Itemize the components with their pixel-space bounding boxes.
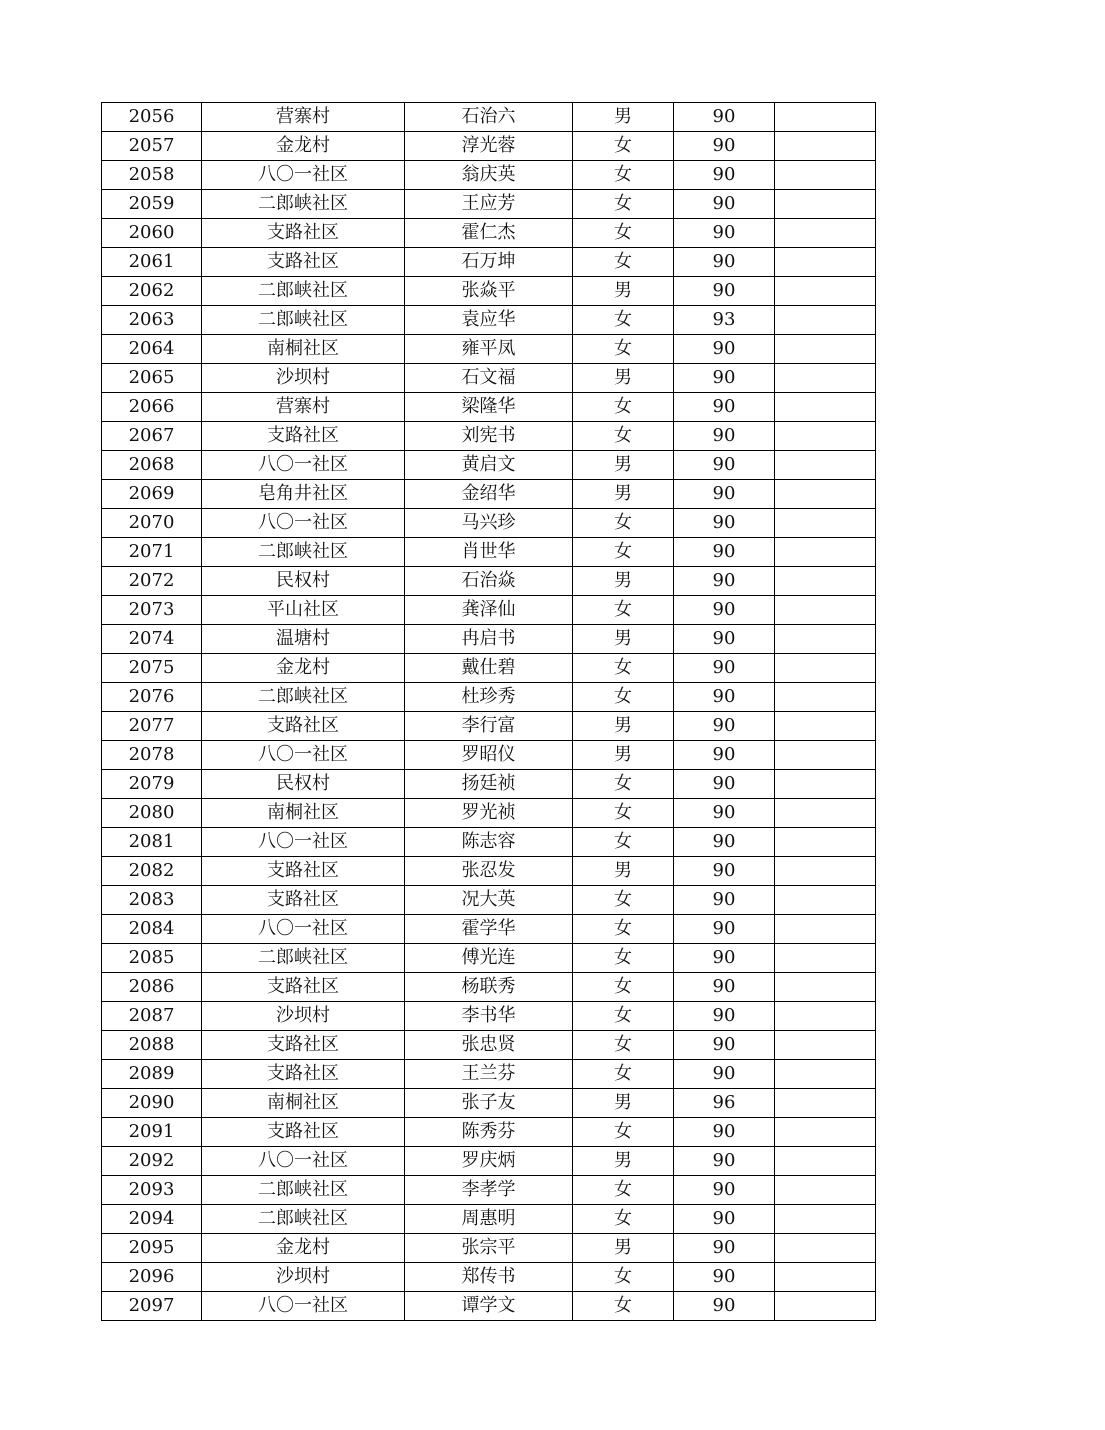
table-row (102, 103, 876, 132)
table-row (102, 132, 876, 161)
gender-cell: 女 (573, 973, 674, 1002)
note-cell (775, 103, 876, 132)
gender-cell: 男 (573, 103, 674, 132)
age-cell: 90 (674, 335, 775, 364)
gender-cell: 女 (573, 306, 674, 335)
age-cell: 90 (674, 480, 775, 509)
table-row (102, 741, 876, 770)
gender-cell: 女 (573, 886, 674, 915)
row-number-cell: 2079 (102, 770, 202, 799)
name-cell: 李行富 (405, 712, 573, 741)
row-number-cell: 2062 (102, 277, 202, 306)
note-cell (775, 828, 876, 857)
age-cell: 90 (674, 422, 775, 451)
note-cell (775, 248, 876, 277)
table-row (102, 538, 876, 567)
name-cell: 梁隆华 (405, 393, 573, 422)
table-row (102, 1292, 876, 1321)
note-cell (775, 625, 876, 654)
note-cell (775, 857, 876, 886)
age-cell: 90 (674, 364, 775, 393)
name-cell: 杨联秀 (405, 973, 573, 1002)
name-cell: 傅光连 (405, 944, 573, 973)
table-row (102, 973, 876, 1002)
row-number-cell: 2082 (102, 857, 202, 886)
gender-cell: 女 (573, 1263, 674, 1292)
row-number-cell: 2085 (102, 944, 202, 973)
row-number-cell: 2090 (102, 1089, 202, 1118)
age-cell: 90 (674, 219, 775, 248)
table-row (102, 596, 876, 625)
note-cell (775, 1031, 876, 1060)
community-cell: 二郎峡社区 (202, 190, 405, 219)
age-cell: 93 (674, 306, 775, 335)
table-row (102, 683, 876, 712)
gender-cell: 女 (573, 1002, 674, 1031)
note-cell (775, 596, 876, 625)
gender-cell: 男 (573, 277, 674, 306)
gender-cell: 男 (573, 625, 674, 654)
age-cell: 90 (674, 1031, 775, 1060)
note-cell (775, 132, 876, 161)
row-number-cell: 2087 (102, 1002, 202, 1031)
community-cell: 二郎峡社区 (202, 1205, 405, 1234)
name-cell: 龚泽仙 (405, 596, 573, 625)
note-cell (775, 799, 876, 828)
community-cell: 八〇一社区 (202, 451, 405, 480)
community-cell: 支路社区 (202, 712, 405, 741)
name-cell: 霍仁杰 (405, 219, 573, 248)
note-cell (775, 886, 876, 915)
note-cell (775, 1205, 876, 1234)
note-cell (775, 161, 876, 190)
community-cell: 温塘村 (202, 625, 405, 654)
name-cell: 周惠明 (405, 1205, 573, 1234)
community-cell: 二郎峡社区 (202, 277, 405, 306)
note-cell (775, 915, 876, 944)
community-cell: 支路社区 (202, 1060, 405, 1089)
table-row (102, 625, 876, 654)
row-number-cell: 2097 (102, 1292, 202, 1321)
name-cell: 肖世华 (405, 538, 573, 567)
age-cell: 90 (674, 712, 775, 741)
row-number-cell: 2069 (102, 480, 202, 509)
note-cell (775, 944, 876, 973)
name-cell: 况大英 (405, 886, 573, 915)
row-number-cell: 2056 (102, 103, 202, 132)
community-cell: 金龙村 (202, 654, 405, 683)
table-row (102, 1234, 876, 1263)
gender-cell: 女 (573, 393, 674, 422)
table-row (102, 886, 876, 915)
table-row (102, 567, 876, 596)
note-cell (775, 1263, 876, 1292)
note-cell (775, 567, 876, 596)
row-number-cell: 2084 (102, 915, 202, 944)
gender-cell: 女 (573, 596, 674, 625)
age-cell: 90 (674, 451, 775, 480)
age-cell: 90 (674, 1176, 775, 1205)
name-cell: 谭学文 (405, 1292, 573, 1321)
note-cell (775, 538, 876, 567)
community-cell: 沙坝村 (202, 1002, 405, 1031)
note-cell (775, 422, 876, 451)
note-cell (775, 335, 876, 364)
row-number-cell: 2091 (102, 1118, 202, 1147)
age-cell: 90 (674, 1205, 775, 1234)
age-cell: 90 (674, 683, 775, 712)
name-cell: 金绍华 (405, 480, 573, 509)
gender-cell: 男 (573, 364, 674, 393)
name-cell: 石万坤 (405, 248, 573, 277)
community-cell: 二郎峡社区 (202, 306, 405, 335)
table-row (102, 654, 876, 683)
age-cell: 90 (674, 973, 775, 1002)
note-cell (775, 1060, 876, 1089)
community-cell: 平山社区 (202, 596, 405, 625)
community-cell: 金龙村 (202, 132, 405, 161)
name-cell: 陈秀芬 (405, 1118, 573, 1147)
community-cell: 二郎峡社区 (202, 1176, 405, 1205)
note-cell (775, 509, 876, 538)
gender-cell: 女 (573, 248, 674, 277)
age-cell: 90 (674, 1147, 775, 1176)
name-cell: 罗昭仪 (405, 741, 573, 770)
community-cell: 二郎峡社区 (202, 683, 405, 712)
age-cell: 90 (674, 915, 775, 944)
community-cell: 八〇一社区 (202, 828, 405, 857)
name-cell: 戴仕碧 (405, 654, 573, 683)
note-cell (775, 654, 876, 683)
gender-cell: 男 (573, 712, 674, 741)
community-cell: 支路社区 (202, 857, 405, 886)
table-row (102, 1002, 876, 1031)
note-cell (775, 219, 876, 248)
name-cell: 石文福 (405, 364, 573, 393)
row-number-cell: 2080 (102, 799, 202, 828)
row-number-cell: 2096 (102, 1263, 202, 1292)
note-cell (775, 480, 876, 509)
age-cell: 90 (674, 190, 775, 219)
row-number-cell: 2068 (102, 451, 202, 480)
gender-cell: 女 (573, 1118, 674, 1147)
community-cell: 八〇一社区 (202, 1147, 405, 1176)
community-cell: 民权村 (202, 567, 405, 596)
table-row (102, 799, 876, 828)
community-cell: 八〇一社区 (202, 161, 405, 190)
row-number-cell: 2095 (102, 1234, 202, 1263)
row-number-cell: 2074 (102, 625, 202, 654)
table-row (102, 161, 876, 190)
table-row (102, 1263, 876, 1292)
community-cell: 沙坝村 (202, 1263, 405, 1292)
community-cell: 支路社区 (202, 886, 405, 915)
community-cell: 民权村 (202, 770, 405, 799)
age-cell: 90 (674, 277, 775, 306)
community-cell: 支路社区 (202, 1031, 405, 1060)
age-cell: 90 (674, 248, 775, 277)
name-cell: 郑传书 (405, 1263, 573, 1292)
gender-cell: 男 (573, 567, 674, 596)
table-row (102, 393, 876, 422)
community-cell: 营寨村 (202, 103, 405, 132)
name-cell: 王应芳 (405, 190, 573, 219)
roster-table (101, 102, 876, 1321)
gender-cell: 女 (573, 915, 674, 944)
gender-cell: 女 (573, 132, 674, 161)
row-number-cell: 2073 (102, 596, 202, 625)
table-row (102, 770, 876, 799)
gender-cell: 男 (573, 1089, 674, 1118)
roster-table-body (102, 103, 876, 1321)
row-number-cell: 2058 (102, 161, 202, 190)
name-cell: 翁庆英 (405, 161, 573, 190)
name-cell: 黄启文 (405, 451, 573, 480)
gender-cell: 男 (573, 857, 674, 886)
name-cell: 马兴珍 (405, 509, 573, 538)
gender-cell: 女 (573, 219, 674, 248)
table-row (102, 190, 876, 219)
gender-cell: 女 (573, 683, 674, 712)
community-cell: 南桐社区 (202, 799, 405, 828)
age-cell: 90 (674, 1234, 775, 1263)
gender-cell: 女 (573, 538, 674, 567)
age-cell: 90 (674, 596, 775, 625)
table-row (102, 857, 876, 886)
community-cell: 营寨村 (202, 393, 405, 422)
gender-cell: 女 (573, 944, 674, 973)
gender-cell: 女 (573, 509, 674, 538)
age-cell: 90 (674, 886, 775, 915)
age-cell: 90 (674, 654, 775, 683)
row-number-cell: 2083 (102, 886, 202, 915)
row-number-cell: 2086 (102, 973, 202, 1002)
note-cell (775, 451, 876, 480)
table-row (102, 915, 876, 944)
row-number-cell: 2063 (102, 306, 202, 335)
row-number-cell: 2064 (102, 335, 202, 364)
community-cell: 二郎峡社区 (202, 944, 405, 973)
community-cell: 支路社区 (202, 248, 405, 277)
age-cell: 90 (674, 509, 775, 538)
name-cell: 张忍发 (405, 857, 573, 886)
note-cell (775, 770, 876, 799)
note-cell (775, 1292, 876, 1321)
gender-cell: 女 (573, 828, 674, 857)
name-cell: 扬廷祯 (405, 770, 573, 799)
age-cell: 90 (674, 625, 775, 654)
table-row (102, 422, 876, 451)
row-number-cell: 2070 (102, 509, 202, 538)
row-number-cell: 2060 (102, 219, 202, 248)
table-row (102, 1205, 876, 1234)
community-cell: 支路社区 (202, 422, 405, 451)
table-row (102, 248, 876, 277)
gender-cell: 女 (573, 1031, 674, 1060)
gender-cell: 女 (573, 1176, 674, 1205)
row-number-cell: 2077 (102, 712, 202, 741)
community-cell: 八〇一社区 (202, 1292, 405, 1321)
name-cell: 张子友 (405, 1089, 573, 1118)
gender-cell: 男 (573, 451, 674, 480)
name-cell: 雍平凤 (405, 335, 573, 364)
name-cell: 冉启书 (405, 625, 573, 654)
name-cell: 张忠贤 (405, 1031, 573, 1060)
community-cell: 八〇一社区 (202, 915, 405, 944)
row-number-cell: 2092 (102, 1147, 202, 1176)
gender-cell: 女 (573, 161, 674, 190)
age-cell: 90 (674, 770, 775, 799)
note-cell (775, 1089, 876, 1118)
note-cell (775, 1147, 876, 1176)
community-cell: 八〇一社区 (202, 741, 405, 770)
community-cell: 南桐社区 (202, 1089, 405, 1118)
age-cell: 90 (674, 1060, 775, 1089)
row-number-cell: 2088 (102, 1031, 202, 1060)
row-number-cell: 2067 (102, 422, 202, 451)
gender-cell: 女 (573, 1292, 674, 1321)
name-cell: 张焱平 (405, 277, 573, 306)
name-cell: 王兰芬 (405, 1060, 573, 1089)
row-number-cell: 2076 (102, 683, 202, 712)
note-cell (775, 1002, 876, 1031)
note-cell (775, 1176, 876, 1205)
name-cell: 袁应华 (405, 306, 573, 335)
row-number-cell: 2093 (102, 1176, 202, 1205)
community-cell: 沙坝村 (202, 364, 405, 393)
note-cell (775, 1234, 876, 1263)
gender-cell: 女 (573, 799, 674, 828)
table-row (102, 828, 876, 857)
row-number-cell: 2072 (102, 567, 202, 596)
age-cell: 90 (674, 944, 775, 973)
age-cell: 90 (674, 1292, 775, 1321)
table-row (102, 451, 876, 480)
name-cell: 刘宪书 (405, 422, 573, 451)
row-number-cell: 2071 (102, 538, 202, 567)
table-row (102, 509, 876, 538)
table-row (102, 944, 876, 973)
community-cell: 皂角井社区 (202, 480, 405, 509)
name-cell: 淳光蓉 (405, 132, 573, 161)
name-cell: 石治六 (405, 103, 573, 132)
age-cell: 90 (674, 741, 775, 770)
row-number-cell: 2078 (102, 741, 202, 770)
age-cell: 90 (674, 1263, 775, 1292)
age-cell: 90 (674, 538, 775, 567)
age-cell: 90 (674, 132, 775, 161)
note-cell (775, 1118, 876, 1147)
community-cell: 支路社区 (202, 1118, 405, 1147)
age-cell: 90 (674, 799, 775, 828)
row-number-cell: 2075 (102, 654, 202, 683)
row-number-cell: 2066 (102, 393, 202, 422)
note-cell (775, 393, 876, 422)
gender-cell: 男 (573, 741, 674, 770)
age-cell: 90 (674, 857, 775, 886)
age-cell: 90 (674, 103, 775, 132)
note-cell (775, 277, 876, 306)
gender-cell: 男 (573, 480, 674, 509)
gender-cell: 女 (573, 335, 674, 364)
name-cell: 罗光祯 (405, 799, 573, 828)
note-cell (775, 741, 876, 770)
age-cell: 90 (674, 1002, 775, 1031)
community-cell: 支路社区 (202, 219, 405, 248)
table-row (102, 712, 876, 741)
row-number-cell: 2081 (102, 828, 202, 857)
note-cell (775, 683, 876, 712)
community-cell: 南桐社区 (202, 335, 405, 364)
note-cell (775, 364, 876, 393)
table-row (102, 480, 876, 509)
table-row (102, 1089, 876, 1118)
gender-cell: 女 (573, 654, 674, 683)
age-cell: 90 (674, 161, 775, 190)
gender-cell: 女 (573, 190, 674, 219)
row-number-cell: 2057 (102, 132, 202, 161)
row-number-cell: 2094 (102, 1205, 202, 1234)
gender-cell: 男 (573, 1147, 674, 1176)
name-cell: 张宗平 (405, 1234, 573, 1263)
community-cell: 八〇一社区 (202, 509, 405, 538)
name-cell: 陈志容 (405, 828, 573, 857)
name-cell: 霍学华 (405, 915, 573, 944)
table-row (102, 335, 876, 364)
age-cell: 90 (674, 1118, 775, 1147)
name-cell: 罗庆炳 (405, 1147, 573, 1176)
gender-cell: 女 (573, 770, 674, 799)
table-row (102, 306, 876, 335)
table-row (102, 1060, 876, 1089)
community-cell: 支路社区 (202, 973, 405, 1002)
name-cell: 李孝学 (405, 1176, 573, 1205)
gender-cell: 女 (573, 1205, 674, 1234)
row-number-cell: 2089 (102, 1060, 202, 1089)
age-cell: 90 (674, 567, 775, 596)
note-cell (775, 712, 876, 741)
gender-cell: 男 (573, 1234, 674, 1263)
name-cell: 李书华 (405, 1002, 573, 1031)
table-row (102, 219, 876, 248)
note-cell (775, 190, 876, 219)
community-cell: 金龙村 (202, 1234, 405, 1263)
community-cell: 二郎峡社区 (202, 538, 405, 567)
row-number-cell: 2059 (102, 190, 202, 219)
gender-cell: 女 (573, 1060, 674, 1089)
note-cell (775, 306, 876, 335)
table-row (102, 1176, 876, 1205)
age-cell: 90 (674, 393, 775, 422)
row-number-cell: 2061 (102, 248, 202, 277)
name-cell: 石治焱 (405, 567, 573, 596)
note-cell (775, 973, 876, 1002)
table-row (102, 1147, 876, 1176)
age-cell: 90 (674, 828, 775, 857)
age-cell: 96 (674, 1089, 775, 1118)
gender-cell: 女 (573, 422, 674, 451)
row-number-cell: 2065 (102, 364, 202, 393)
table-row (102, 364, 876, 393)
table-row (102, 1031, 876, 1060)
table-row (102, 277, 876, 306)
name-cell: 杜珍秀 (405, 683, 573, 712)
table-row (102, 1118, 876, 1147)
